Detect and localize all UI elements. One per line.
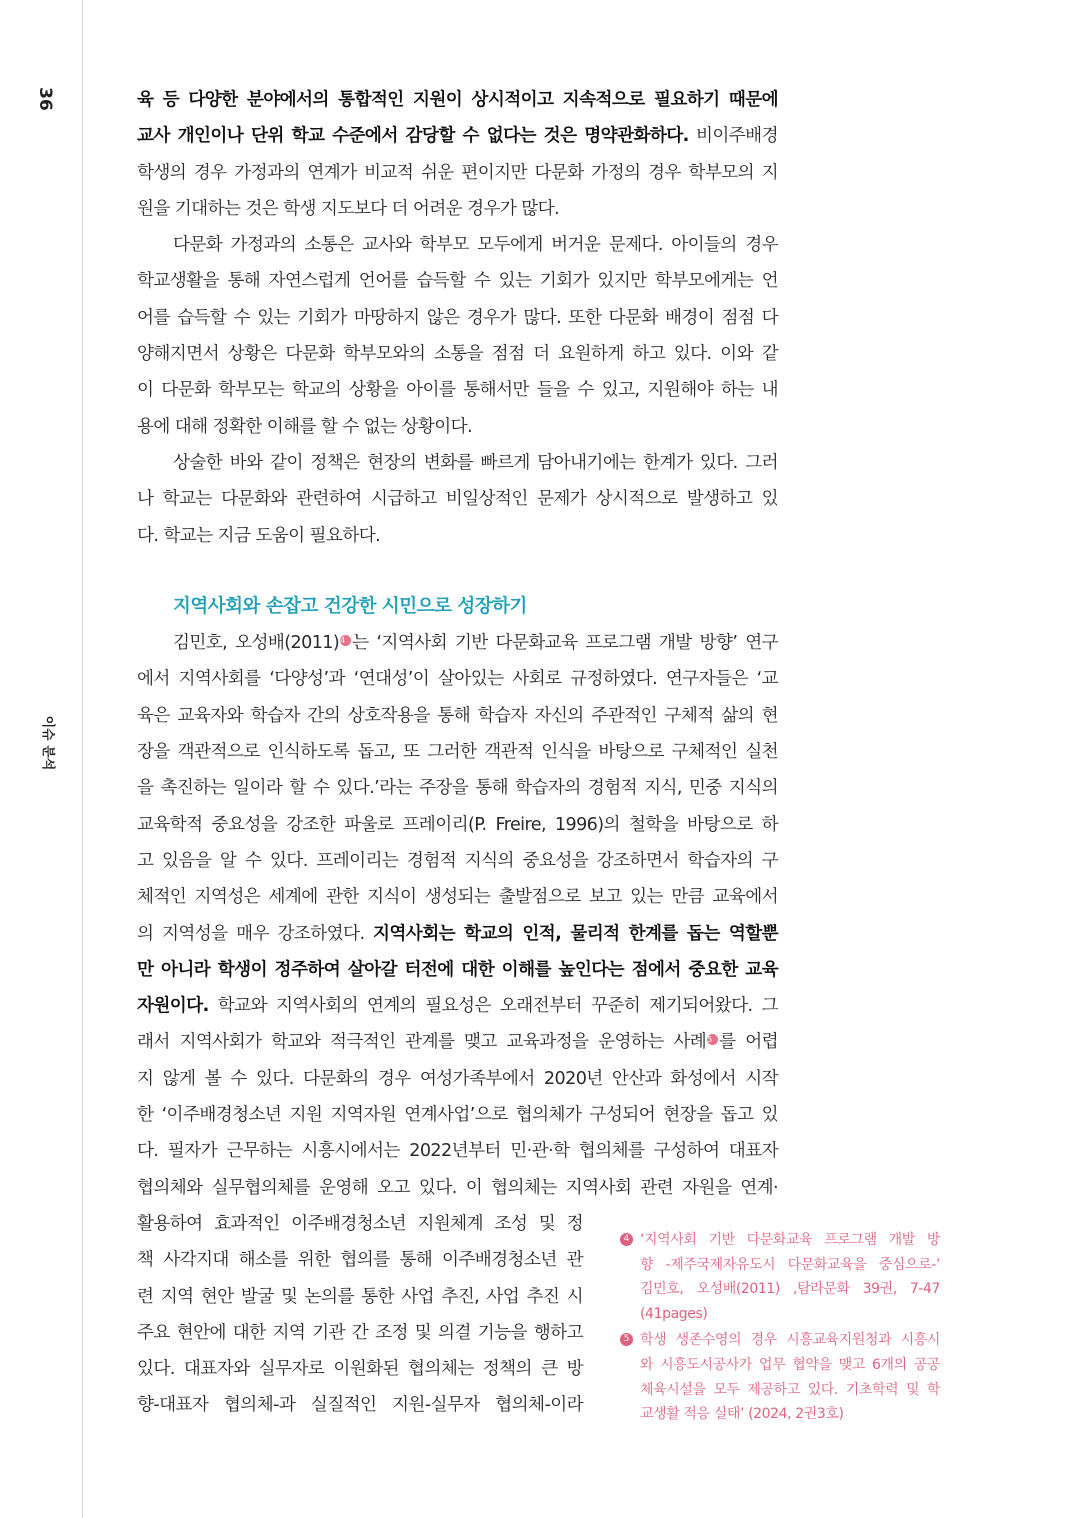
text-line: 김민호, 오성배(2011)4 는 ‘지역사회 기반 다문화교육 프로그램 개발 방향’ 연구 — [173, 633, 779, 654]
footnote-line: 와 시흥도시공사가 업무 협약을 맺고 6개의 공공 — [640, 1356, 940, 1373]
text-line: 련 지역 현안 발굴 및 논의를 통한 사업 추진, 사업 추진 시 — [137, 1286, 583, 1307]
text-line: 다. 학교는 지금 도움이 필요하다. — [137, 525, 381, 546]
footnotes — [620, 1228, 940, 1429]
text-line: 협의체와 실무협의체를 운영해 오고 있다. 이 협의체는 지역사회 관련 자원을 연계· — [137, 1177, 778, 1198]
text-line: 다. 필자가 근무하는 시흥시에서는 2022년부터 민·관·학 협의체를 구성하여 대표자 — [137, 1141, 778, 1162]
footnote-line: (41pages) — [640, 1305, 708, 1322]
text-line: 을 촉진하는 일이라 할 수 있다.’라는 주장을 통해 학습자의 경험적 지식, 민중 지식의 — [137, 778, 778, 799]
text-line: 장을 객관적으로 인식하도록 돕고, 또 그러한 객관적 인식을 바탕으로 구체적인 실천 — [137, 742, 778, 763]
footnote-4 — [620, 1228, 940, 1326]
text-line: 활용하여 효과적인 이주배경청소년 지원체계 조성 및 정 — [137, 1213, 583, 1234]
text-line: 육 등 다양한 분야에서의 통합적인 지원이 상시적이고 지속적으로 필요하기 때문에 — [137, 90, 778, 110]
text-line: 이 다문화 학부모는 학교의 상황을 아이를 통해서만 들을 수 있고, 지원해야 하는 내 — [137, 380, 778, 401]
footnote-line: 교생활 적응 실태’ (2024, 2권3호) — [640, 1406, 844, 1423]
text-line: 육은 교육자와 학습자 간의 상호작용을 통해 학습자 자신의 주관적인 구체적 삶의 현 — [137, 705, 778, 726]
text-line: 자원이다. 학교와 지역사회의 연계의 필요성은 오래전부터 꾸준히 제기되어왔다. 그 — [137, 996, 778, 1017]
text-line: 에서 지역사회를 ‘다양성’과 ‘연대성’이 살아있는 사회로 규정하였다. 연구자들은 ‘교 — [137, 669, 778, 690]
text-line: 원을 기대하는 것은 학생 지도보다 더 어려운 경우가 많다. — [137, 198, 560, 219]
footnote-line: ‘지역사회 기반 다문화교육 프로그램 개발 방 — [640, 1232, 940, 1248]
text-line: 고 있음을 알 수 있다. 프레이리는 경험적 지식의 중요성을 강조하면서 학습자의 구 — [137, 850, 778, 871]
narrow-column — [137, 1206, 583, 1424]
page-number: 36 — [35, 87, 55, 111]
footnote-ref-4[interactable]: 4 — [340, 635, 351, 646]
text-line: 한 ‘이주배경청소년 지원 지역자원 연계사업’으로 협의체가 구성되어 현장을 돕고 있 — [137, 1105, 778, 1126]
footnote-line: 김민호, 오성배(2011) ,탐라문화 39권, 7-47 — [640, 1281, 940, 1298]
text-line: 있다. 대표자와 실무자로 이원화된 협의체는 정책의 큰 방 — [137, 1359, 583, 1380]
text-line: 체적인 지역성은 세계에 관한 지식이 생성되는 출발점으로 보고 있는 만큼 교육에서 — [137, 887, 778, 908]
text-line: 지 않게 볼 수 있다. 다문화의 경우 여성가족부에서 2020년 안산과 화성에서 시작 — [137, 1068, 778, 1089]
text-line: 향-대표자 협의체-과 실질적인 지원-실무자 협의체-이라 — [137, 1395, 583, 1416]
text-line: 어를 습득할 수 있는 기회가 마땅하지 않은 경우가 많다. 또한 다문화 배경이 점점 다 — [137, 307, 778, 328]
text-line: 용에 대해 정확한 이해를 할 수 없는 상황이다. — [137, 416, 473, 437]
text-line: 주요 현안에 대한 지역 기관 간 조정 및 의결 기능을 행하고 — [137, 1322, 583, 1343]
text-line: 책 사각지대 해소를 위한 협의를 통해 이주배경청소년 관 — [137, 1250, 583, 1271]
footnote-number-badge: 5 — [620, 1333, 633, 1346]
text-line: 상술한 바와 같이 정책은 현장의 변화를 빠르게 담아내기에는 한계가 있다. 그러 — [173, 452, 778, 473]
section-heading: 지역사회와 손잡고 건강한 시민으로 성장하기 — [173, 595, 527, 617]
text-line: 교육학적 중요성을 강조한 파울로 프레이리(P. Freire, 1996)의 철학을 바탕으로 하 — [137, 814, 778, 835]
text-line: 다문화 가정과의 소통은 교사와 학부모 모두에게 버거운 문제다. 아이들의 경우 — [173, 235, 778, 256]
text-line: 학교생활을 통해 자연스럽게 언어를 습득할 수 있는 기회가 있지만 학부모에게는 언 — [137, 271, 778, 292]
footnote-line: 향 -제주국제자유도시 다문화교육을 중심으로-’ — [640, 1256, 940, 1273]
text-line: 의 지역성을 매우 강조하였다. 지역사회는 학교의 인적, 물리적 한계를 돕는 역할뿐 — [137, 923, 779, 944]
text-line: 학생의 경우 가정과의 연계가 비교적 쉬운 편이지만 다문화 가정의 경우 학부모의 지 — [137, 162, 778, 183]
footnote-ref-5[interactable]: 5 — [707, 1034, 718, 1045]
footnote-line: 체육시설을 모두 제공하고 있다. 기초학력 및 학 — [640, 1381, 940, 1398]
article-body — [137, 82, 778, 1424]
footnote-5 — [620, 1328, 940, 1426]
footnote-line: 학생 생존수영의 경우 시흥교육지원청과 시흥시 — [640, 1332, 940, 1349]
section-label: 이슈 분석 — [40, 715, 55, 771]
text-line: 나 학교는 다문화와 관련하여 시급하고 비일상적인 문제가 상시적으로 발생하고 있 — [137, 489, 778, 510]
text-line: 만 아니라 학생이 정주하여 살아갈 터전에 대한 이해를 높인다는 점에서 중요한 교육 — [137, 959, 778, 980]
margin-rule — [82, 0, 83, 1518]
text-line: 양해지면서 상황은 다문화 학부모와의 소통을 점점 더 요원하게 하고 있다. 이와 같 — [137, 344, 778, 365]
footnote-number-badge: 4 — [620, 1233, 633, 1246]
text-line: 교사 개인이나 단위 학교 수준에서 감당할 수 없다는 것은 명약관화하다. 비이주배경 — [137, 126, 778, 147]
text-line: 래서 지역사회가 학교와 적극적인 관계를 맺고 교육과정을 운영하는 사례5 를 어렵 — [137, 1032, 779, 1053]
